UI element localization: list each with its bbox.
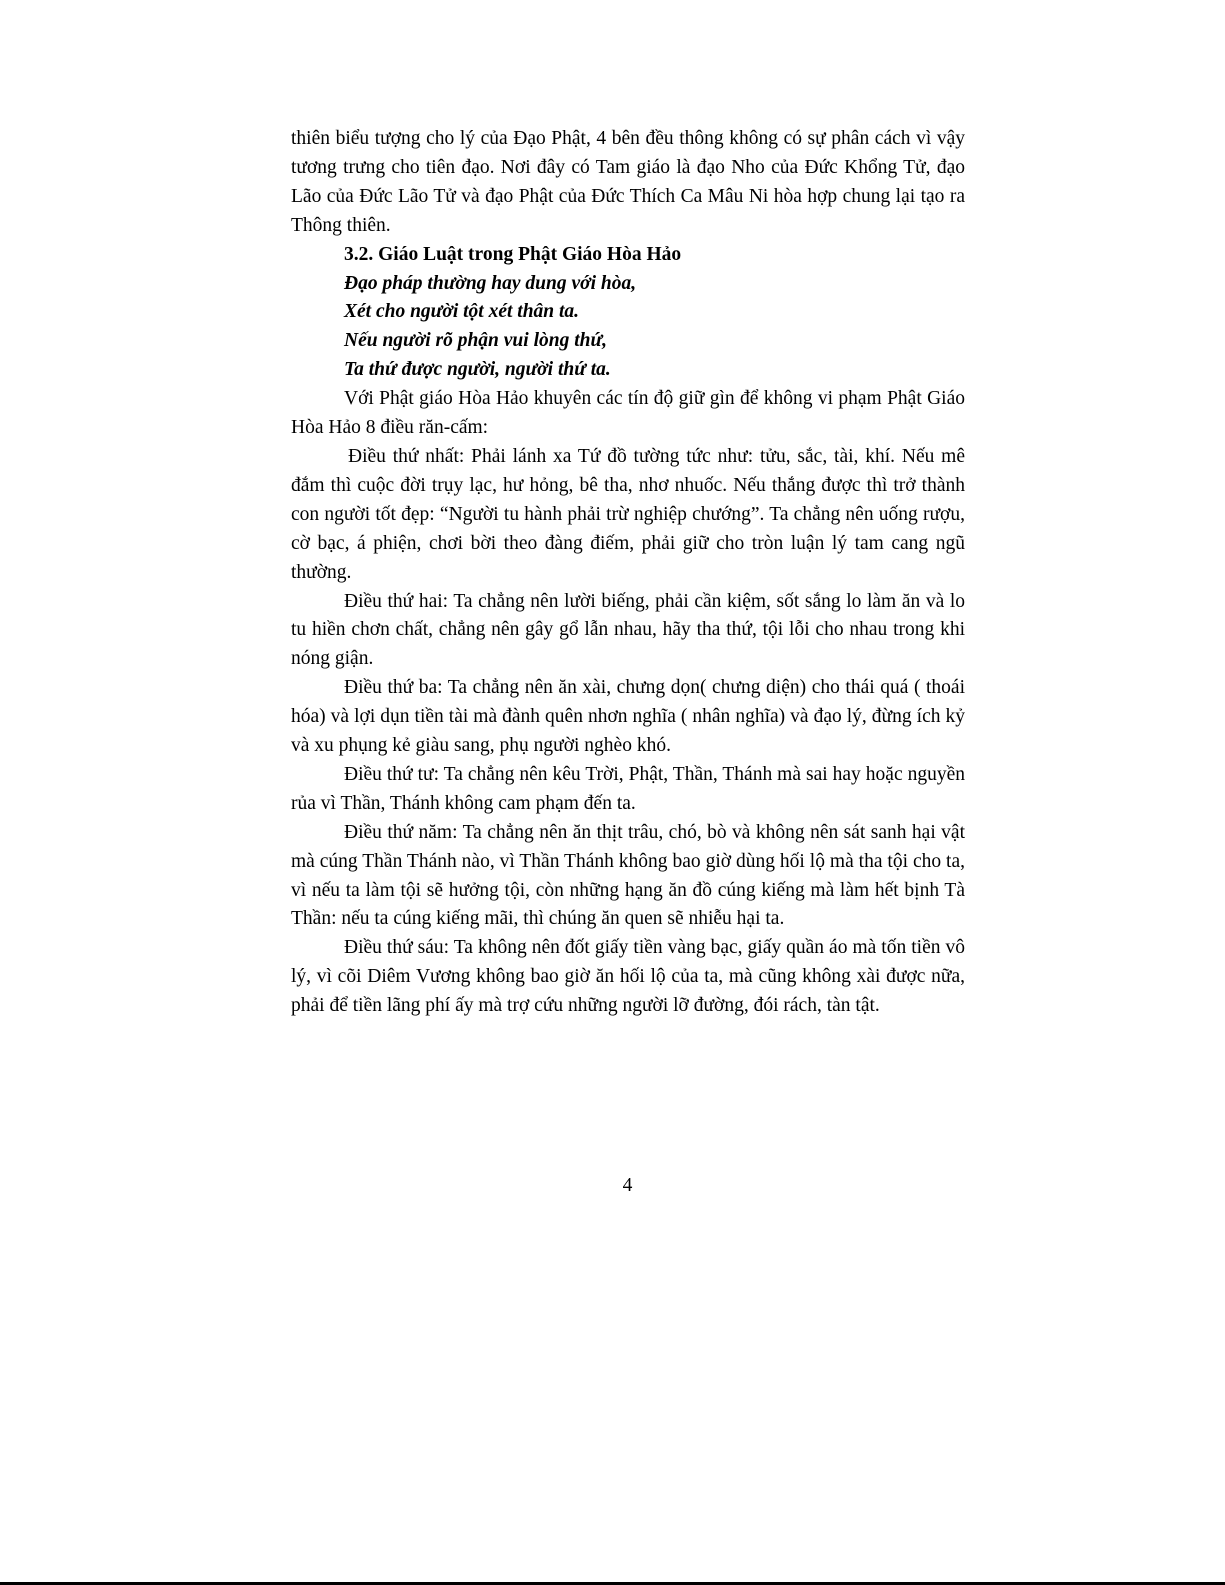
page-number: 4 (622, 1175, 633, 1196)
rule-paragraph-2: Điều thứ hai: Ta chẳng nên lười biếng, phải cần kiệm, sốt sắng lo làm ăn và lo tu hiền chơn chất, chẳng nên gây gổ lẫn nhau, hãy tha thứ, tội lỗi cho nhau trong khi nóng giận. (291, 590, 965, 670)
opening-paragraph: thiên biểu tượng cho lý của Đạo Phật, 4 bên đều thông không có sự phân cách vì vậy tương trưng cho tiên đạo. Nơi đây có Tam giáo là đạo Nho của Đức Khổng Tử, đạo Lão của Đức Lão Tử và đạo Phật của Đức Thích Ca Mâu Ni hòa hợp chung lại tạo ra Thông thiên. (291, 128, 965, 236)
intro-paragraph: Với Phật giáo Hòa Hảo khuyên các tín độ giữ gìn để không vi phạm Phật Giáo Hòa Hảo 8 điều răn-cấm: (291, 388, 965, 439)
verse-line: Nếu người rõ phận vui lòng thứ, (344, 330, 608, 352)
document-body (291, 125, 965, 1021)
section-heading: 3.2. Giáo Luật trong Phật Giáo Hòa Hảo (344, 243, 682, 265)
verse-line: Đạo pháp thường hay dung với hòa, (344, 272, 637, 294)
rule-paragraph-1: Điều thứ nhất: Phải lánh xa Tứ đồ tường tức như: tửu, sắc, tài, khí. Nếu mê đắm thì cuộc đời trụy lạc, hư hỏng, bê tha, nhơ nhuốc. Nếu thắng được thì trở thành con người tốt đẹp: “Người tu hành phải trừ nghiệp chướng”. Ta chẳng nên uống rượu, cờ bạc, á phiện, chơi bời theo đàng điếm, phải giữ cho tròn luận lý tam cang ngũ thường. (291, 445, 965, 583)
rule-paragraph-3: Điều thứ ba: Ta chẳng nên ăn xài, chưng dọn( chưng diện) cho thái quá ( thoái hóa) và lợi dụn tiền tài mà đành quên nhơn nghĩa ( nhân nghĩa) và đạo lý, đừng ích kỷ và xu phụng kẻ giàu sang, phụ người nghèo khó. (291, 677, 965, 757)
rule-paragraph-6: Điều thứ sáu: Ta không nên đốt giấy tiền vàng bạc, giấy quần áo mà tốn tiền vô lý, vì cõi Diêm Vương không bao giờ ăn hối lộ của ta, mà cũng không xài được nữa, phải để tiền lãng phí ấy mà trợ cứu những người lỡ đường, đói rách, tàn tật. (291, 937, 965, 1017)
verse-line: Xét cho người tột xét thân ta. (344, 301, 580, 323)
rule-paragraph-5: Điều thứ năm: Ta chẳng nên ăn thịt trâu, chó, bò và không nên sát sanh hại vật mà cúng Thần Thánh nào, vì Thần Thánh không bao giờ dùng hối lộ mà tha tội cho ta, vì nếu ta làm tội sẽ hưởng tội, còn những hạng ăn đồ cúng kiếng mà làm hết bịnh Tà Thần: nếu ta cúng kiếng mãi, thì chúng ăn quen sẽ nhiễu hại ta. (291, 821, 965, 930)
verse-block (291, 270, 965, 386)
rule-paragraph-4: Điều thứ tư: Ta chẳng nên kêu Trời, Phật, Thần, Thánh mà sai hay hoặc nguyền rủa vì Thần, Thánh không cam phạm đến ta. (291, 763, 965, 814)
verse-line: Ta thứ được người, người thứ ta. (344, 359, 611, 381)
